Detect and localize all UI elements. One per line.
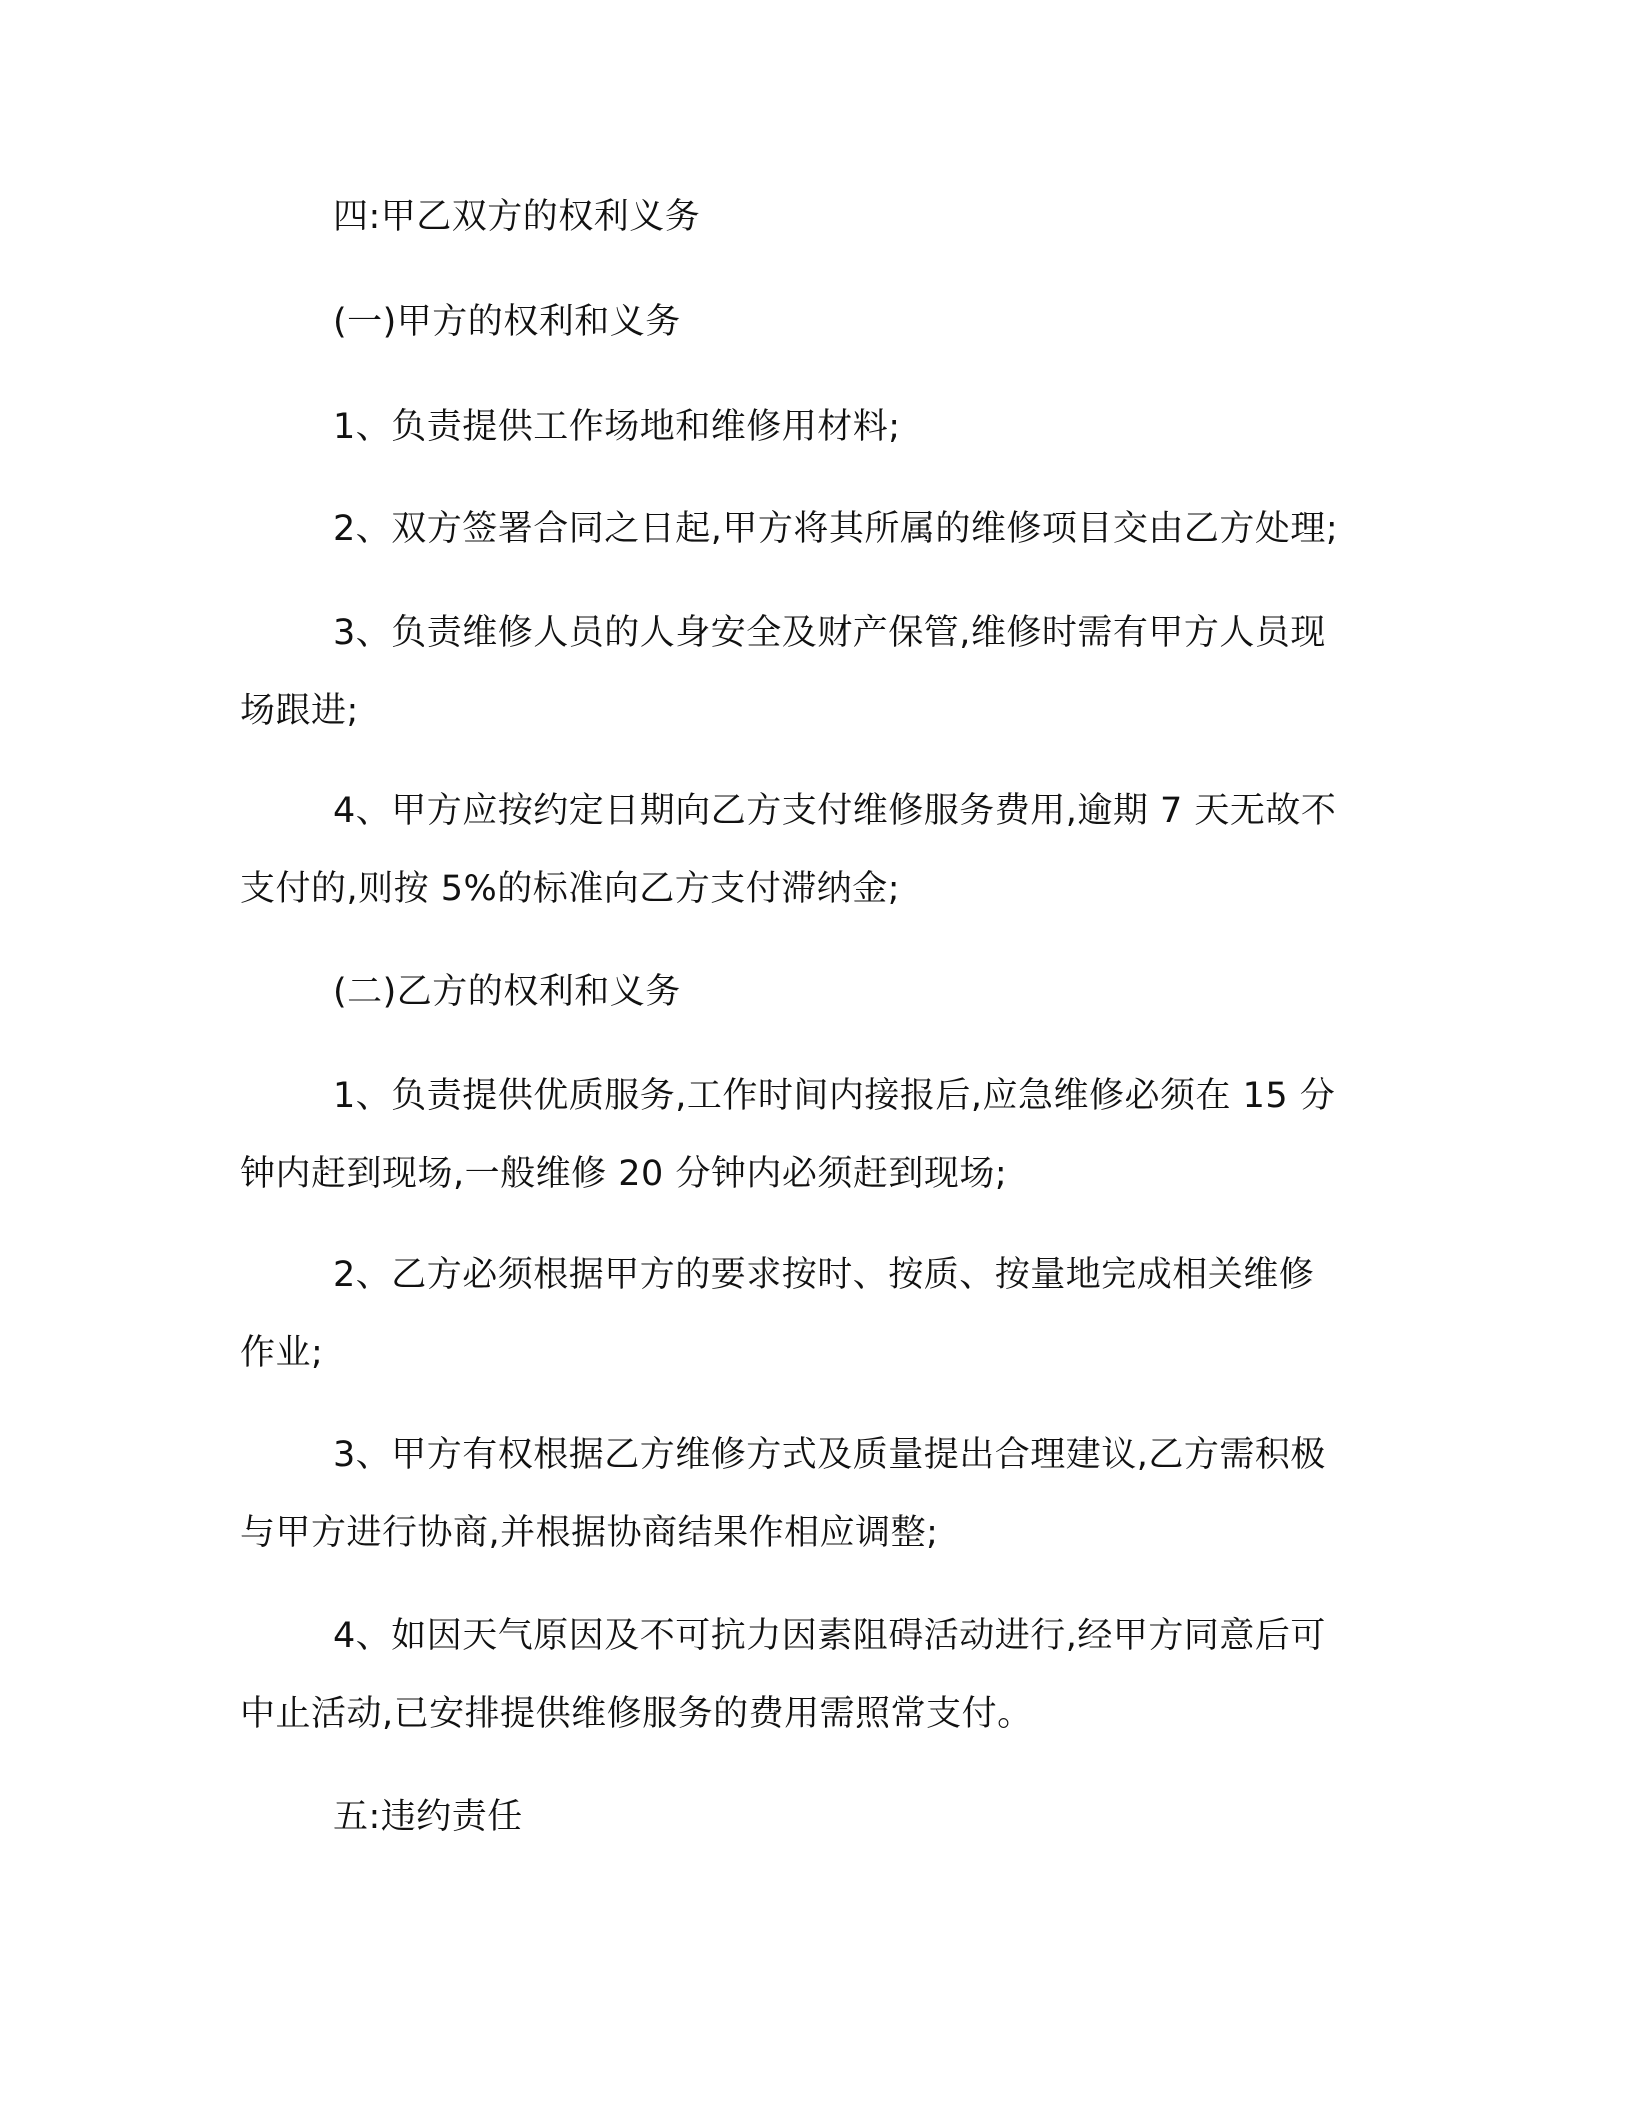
paragraph-line: 1、负责提供优质服务,工作时间内接报后,应急维修必须在 15 分 — [333, 1076, 1336, 1116]
paragraph-line: 支付的,则按 5%的标准向乙方支付滞纳金; — [240, 869, 901, 909]
paragraph-line: 4、甲方应按约定日期向乙方支付维修服务费用,逾期 7 天无故不 — [333, 791, 1337, 831]
paragraph-line: 4、如因天气原因及不可抗力因素阻碍活动进行,经甲方同意后可 — [333, 1616, 1326, 1656]
paragraph-line: 场跟进; — [240, 691, 359, 731]
paragraph-line: 钟内赶到现场,一般维修 20 分钟内必须赶到现场; — [240, 1154, 1008, 1194]
party-a-item-1 — [240, 388, 1390, 466]
paragraph-line: (二)乙方的权利和义务 — [333, 972, 681, 1012]
paragraph-line: 作业; — [240, 1333, 324, 1373]
party-a-item-4 — [240, 772, 1390, 928]
paragraph-line: 中止活动,已安排提供维修服务的费用需照常支付。 — [240, 1694, 1033, 1734]
party-a-heading — [240, 283, 1390, 361]
section-4-heading — [240, 178, 1390, 256]
paragraph-line: 3、负责维修人员的人身安全及财产保管,维修时需有甲方人员现 — [333, 613, 1326, 653]
party-b-item-3 — [240, 1416, 1390, 1572]
paragraph-line: 2、双方签署合同之日起,甲方将其所属的维修项目交由乙方处理; — [333, 509, 1339, 549]
party-b-item-4 — [240, 1597, 1390, 1753]
paragraph-line: 3、甲方有权根据乙方维修方式及质量提出合理建议,乙方需积极 — [333, 1435, 1326, 1475]
paragraph-line: (一)甲方的权利和义务 — [333, 302, 681, 342]
paragraph-line: 五:违约责任 — [333, 1797, 523, 1837]
paragraph-line: 2、乙方必须根据甲方的要求按时、按质、按量地完成相关维修 — [333, 1255, 1315, 1295]
section-5-heading — [240, 1778, 1390, 1856]
party-a-item-2 — [240, 490, 1390, 568]
party-b-item-1 — [240, 1057, 1390, 1213]
paragraph-line: 四:甲乙双方的权利义务 — [333, 197, 701, 237]
paragraph-line: 与甲方进行协商,并根据协商结果作相应调整; — [240, 1513, 939, 1553]
party-a-item-3 — [240, 594, 1390, 750]
party-b-heading — [240, 953, 1390, 1031]
party-b-item-2 — [240, 1236, 1390, 1392]
paragraph-line: 1、负责提供工作场地和维修用材料; — [333, 407, 901, 447]
